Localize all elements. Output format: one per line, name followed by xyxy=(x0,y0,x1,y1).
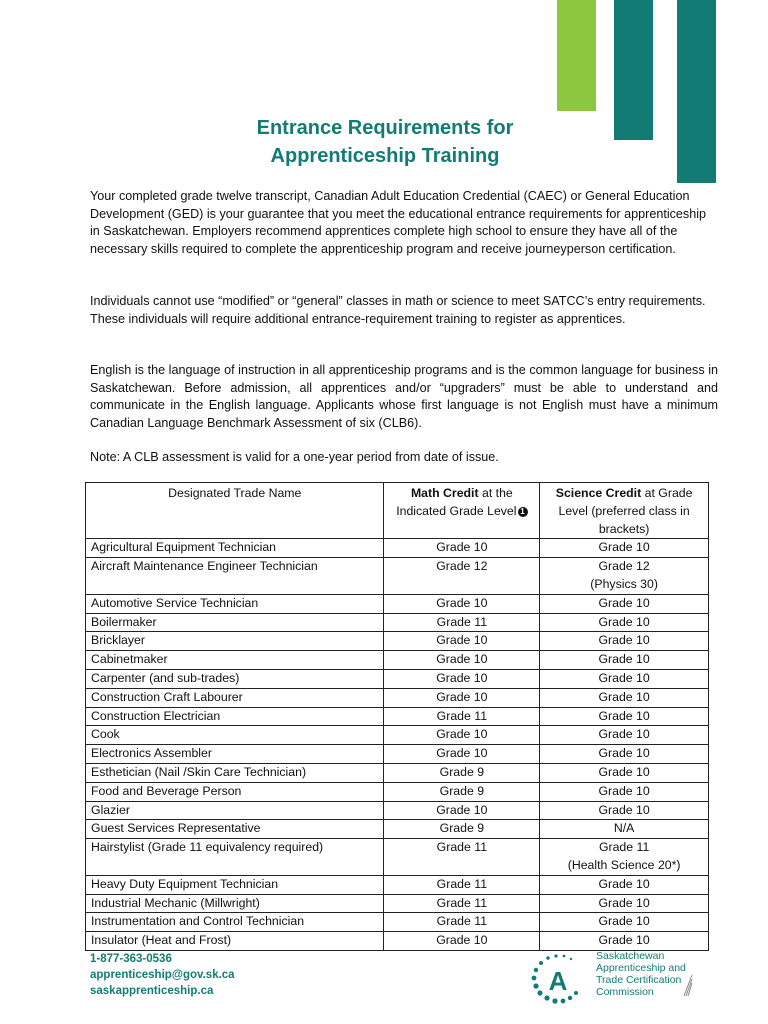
trade-name-cell: Automotive Service Technician xyxy=(86,594,384,613)
title-line-1: Entrance Requirements for xyxy=(256,117,514,139)
science-grade: Grade 10 xyxy=(598,595,650,610)
table-row xyxy=(86,875,709,894)
math-credit-cell: Grade 10 xyxy=(384,669,540,688)
trade-name-cell: Food and Beverage Person xyxy=(86,782,384,801)
table-row xyxy=(86,839,709,876)
modified-classes-paragraph: Individuals cannot use “modified” or “general” classes in math or science to meet SATCC’s entry requirements. These individuals will require additional entrance-requirement training to register as apprentices. xyxy=(90,294,706,326)
science-credit-cell xyxy=(540,820,709,839)
logo-accent-icon xyxy=(682,974,694,998)
science-credit-cell xyxy=(540,763,709,782)
decorative-green-bar xyxy=(557,0,596,111)
science-grade: Grade 10 xyxy=(598,914,650,929)
science-grade: N/A xyxy=(613,821,635,836)
header-science-rest: at Grade Level (preferred class in brackets) xyxy=(558,486,693,536)
science-credit-cell xyxy=(540,894,709,913)
satcc-logo-mark xyxy=(526,948,590,1008)
trade-name-cell: Heavy Duty Equipment Technician xyxy=(86,875,384,894)
trade-name-cell: Cook xyxy=(86,726,384,745)
math-credit-cell: Grade 10 xyxy=(384,594,540,613)
science-credit-cell xyxy=(540,669,709,688)
decorative-teal-bar xyxy=(614,0,653,140)
trade-name-cell: Agricultural Equipment Technician xyxy=(86,539,384,558)
math-credit-cell: Grade 11 xyxy=(384,875,540,894)
table-row xyxy=(86,801,709,820)
trade-name-cell: Industrial Mechanic (Millwright) xyxy=(86,894,384,913)
table-row xyxy=(86,613,709,632)
trade-name-cell: Aircraft Maintenance Engineer Technician xyxy=(86,558,384,595)
math-credit-cell: Grade 11 xyxy=(384,894,540,913)
science-grade: Grade 10 xyxy=(598,802,650,817)
trade-name-cell: Insulator (Heat and Frost) xyxy=(86,932,384,951)
table-row xyxy=(86,707,709,726)
science-preferred-class: (Physics 30) xyxy=(590,576,658,591)
science-grade: Grade 10 xyxy=(598,633,650,648)
science-credit-cell xyxy=(540,782,709,801)
trade-name-cell: Construction Electrician xyxy=(86,707,384,726)
english-language-paragraph: English is the language of instruction in all apprenticeship programs and is the common language for business in Saskatchewan. Before admission, all apprentices and/or “upgraders” must be able to understand and communicate in the English language. Applicants whose first language is not English must have a minimum Canadian Language Benchmark Assessment of six (CLB6). xyxy=(90,363,718,430)
table-header-row xyxy=(86,483,709,539)
science-credit-cell xyxy=(540,726,709,745)
header-math-bold: Math Credit xyxy=(410,486,479,500)
table-row xyxy=(86,745,709,764)
science-credit-cell xyxy=(540,651,709,670)
phone-link[interactable]: 1-877-363-0536 xyxy=(90,953,172,965)
table-row xyxy=(86,651,709,670)
title-line-2: Apprenticeship Training xyxy=(270,145,500,167)
trade-name-cell: Glazier xyxy=(86,801,384,820)
satcc-logo xyxy=(526,948,726,1008)
trades-requirements-table xyxy=(85,482,709,951)
science-credit-cell xyxy=(540,594,709,613)
table-row xyxy=(86,763,709,782)
math-credit-cell: Grade 9 xyxy=(384,782,540,801)
science-credit-cell xyxy=(540,839,709,876)
math-credit-cell: Grade 10 xyxy=(384,688,540,707)
contact-info xyxy=(90,951,235,999)
trade-name-cell: Guest Services Representative xyxy=(86,820,384,839)
table-row xyxy=(86,539,709,558)
header-math-rest: at the Indicated Grade Level xyxy=(396,486,517,518)
trade-name-cell: Esthetician (Nail /Skin Care Technician) xyxy=(86,763,384,782)
trade-name-cell: Bricklayer xyxy=(86,632,384,651)
trade-name-cell: Carpenter (and sub-trades) xyxy=(86,669,384,688)
science-grade: Grade 10 xyxy=(598,764,650,779)
trade-name-cell: Hairstylist (Grade 11 equivalency required) xyxy=(86,839,384,876)
website-link[interactable]: saskapprenticeship.ca xyxy=(90,985,214,997)
logo-letter: A xyxy=(548,966,568,996)
science-grade: Grade 10 xyxy=(598,540,650,555)
math-credit-cell: Grade 10 xyxy=(384,726,540,745)
table-row xyxy=(86,913,709,932)
science-grade: Grade 10 xyxy=(598,670,650,685)
table-row xyxy=(86,558,709,595)
science-grade: Grade 12 xyxy=(598,559,650,574)
math-credit-cell: Grade 10 xyxy=(384,745,540,764)
science-credit-cell xyxy=(540,875,709,894)
math-credit-cell: Grade 10 xyxy=(384,932,540,951)
science-grade: Grade 10 xyxy=(598,708,650,723)
header-trade-name xyxy=(86,483,384,539)
table-row xyxy=(86,726,709,745)
trade-name-cell: Instrumentation and Control Technician xyxy=(86,913,384,932)
science-preferred-class: (Health Science 20*) xyxy=(567,857,681,872)
math-credit-cell: Grade 11 xyxy=(384,839,540,876)
science-credit-cell xyxy=(540,688,709,707)
email-link[interactable]: apprenticeship@gov.sk.ca xyxy=(90,969,235,981)
science-grade: Grade 10 xyxy=(598,652,650,667)
science-credit-cell xyxy=(540,539,709,558)
table-body xyxy=(86,539,709,951)
trade-name-cell: Boilermaker xyxy=(86,613,384,632)
logo-line: Trade Certification xyxy=(596,974,682,986)
footnote-marker-icon: 1 xyxy=(518,507,528,517)
science-grade: Grade 10 xyxy=(598,895,650,910)
science-grade: Grade 11 xyxy=(598,840,650,855)
clb-note: Note: A CLB assessment is valid for a one-year period from date of issue. xyxy=(90,450,499,464)
header-science-bold: Science Credit xyxy=(555,486,642,500)
table-row xyxy=(86,632,709,651)
trade-name-cell: Electronics Assembler xyxy=(86,745,384,764)
trade-name-cell: Cabinetmaker xyxy=(86,651,384,670)
trade-name-cell: Construction Craft Labourer xyxy=(86,688,384,707)
science-credit-cell xyxy=(540,913,709,932)
logo-wordmark xyxy=(596,950,686,998)
science-credit-cell xyxy=(540,632,709,651)
science-grade: Grade 10 xyxy=(598,614,650,629)
logo-line: Commission xyxy=(596,986,654,998)
table-row xyxy=(86,820,709,839)
math-credit-cell: Grade 11 xyxy=(384,707,540,726)
science-grade: Grade 10 xyxy=(598,689,650,704)
header-math-credit xyxy=(384,483,540,539)
logo-line: Saskatchewan xyxy=(596,950,665,962)
table-row xyxy=(86,782,709,801)
logo-line: Apprenticeship and xyxy=(596,962,686,974)
page-title xyxy=(200,114,570,170)
intro-paragraph: Your completed grade twelve transcript, Canadian Adult Education Credential (CAEC) or General Education Development (GED) is your guarantee that you meet the educational entrance requirements for apprenticeship in Saskatchewan. Employers recommend apprentices complete high school to ensure they have all of the necessary skills required to complete the apprenticeship program and receive journeyperson certification. xyxy=(90,189,707,256)
table-row xyxy=(86,594,709,613)
science-grade: Grade 10 xyxy=(598,727,650,742)
math-credit-cell: Grade 10 xyxy=(384,651,540,670)
math-credit-cell: Grade 11 xyxy=(384,913,540,932)
science-grade: Grade 10 xyxy=(598,876,650,891)
science-credit-cell xyxy=(540,613,709,632)
table-row xyxy=(86,669,709,688)
table-row xyxy=(86,688,709,707)
math-credit-cell: Grade 10 xyxy=(384,632,540,651)
header-science-credit xyxy=(540,483,709,539)
math-credit-cell: Grade 9 xyxy=(384,763,540,782)
math-credit-cell: Grade 9 xyxy=(384,820,540,839)
science-credit-cell xyxy=(540,745,709,764)
math-credit-cell: Grade 10 xyxy=(384,539,540,558)
science-grade: Grade 10 xyxy=(598,783,650,798)
decorative-teal-bar-tall xyxy=(677,0,716,183)
science-grade: Grade 10 xyxy=(598,933,650,948)
science-grade: Grade 10 xyxy=(598,746,650,761)
math-credit-cell: Grade 12 xyxy=(384,558,540,595)
science-credit-cell xyxy=(540,801,709,820)
science-credit-cell xyxy=(540,707,709,726)
science-credit-cell xyxy=(540,558,709,595)
table-row xyxy=(86,894,709,913)
math-credit-cell: Grade 10 xyxy=(384,801,540,820)
header-trade-label: Designated Trade Name xyxy=(168,486,302,500)
math-credit-cell: Grade 11 xyxy=(384,613,540,632)
